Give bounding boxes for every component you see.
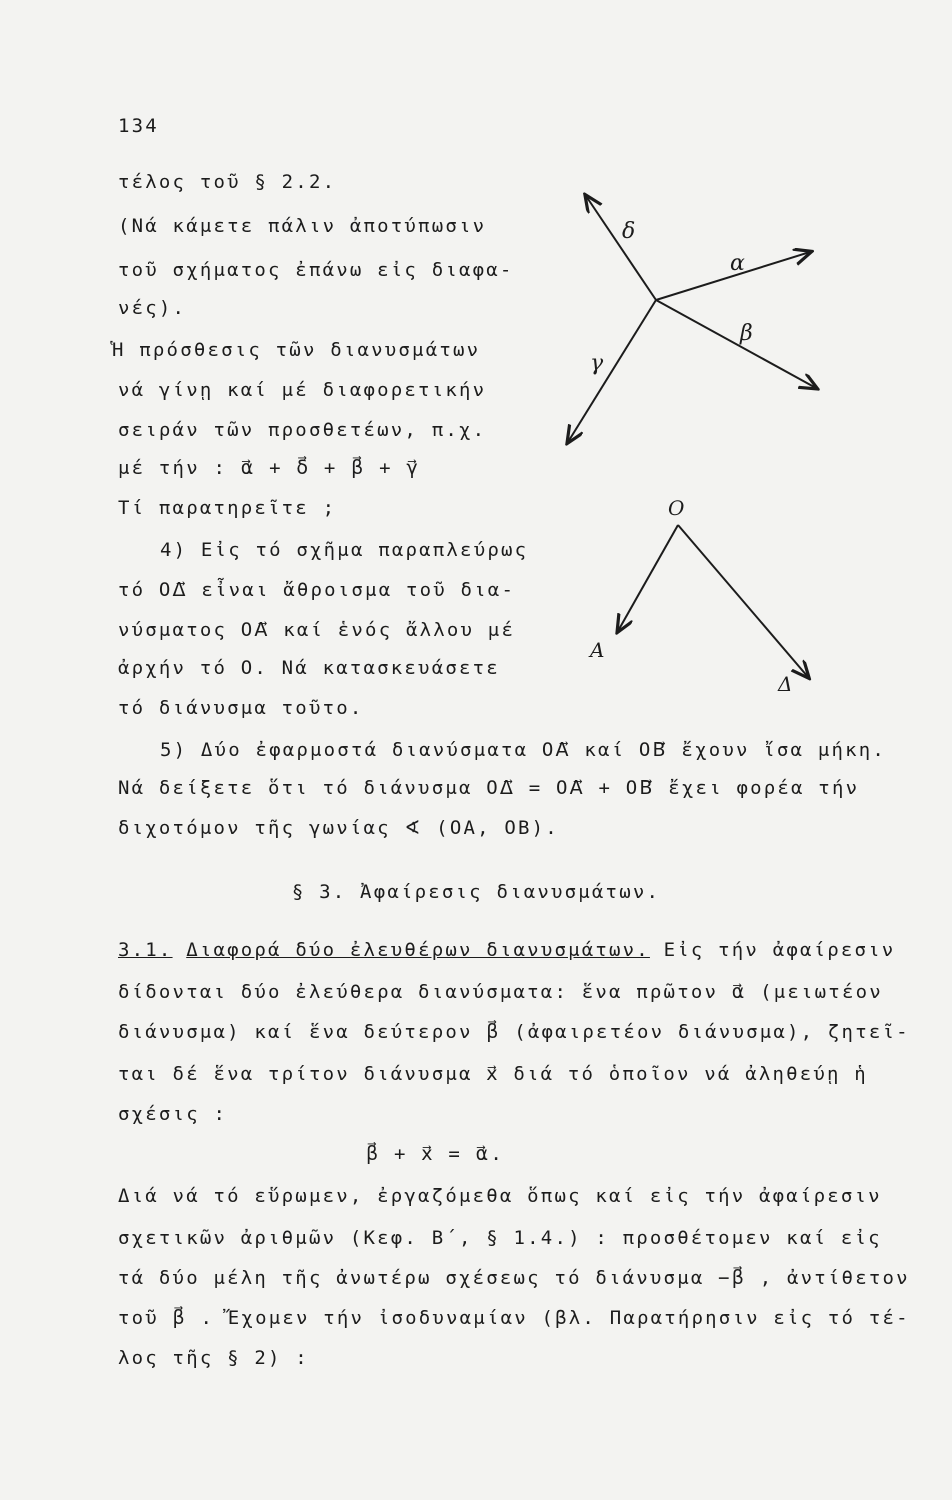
closing-line: τά δύο μέλη τῆς ἀνωτέρω σχέσεως τό διάνυσμα −β⃗ , ἀντίθετον	[118, 1267, 910, 1289]
label-O: O	[668, 496, 685, 520]
vector-OA	[618, 525, 678, 631]
closing-line: λος τῆς § 2) :	[118, 1347, 309, 1369]
subsection-number: 3.1.	[118, 939, 173, 961]
paragraph-5-line: διχοτόμον τῆς γωνίας ∢ (ΟΑ, ΟΒ).	[118, 817, 559, 839]
label-gamma: γ	[590, 351, 604, 376]
left-column-line: τοῦ σχήματος ἐπάνω εἰς διαφα-	[118, 259, 514, 281]
vector-gamma	[568, 300, 656, 442]
left-column-line: τέλος τοῦ § 2.2.	[118, 171, 337, 193]
left-column-line: μέ τήν : α⃗ + δ⃗ + β⃗ + γ⃗	[118, 457, 420, 479]
subsection-line: ται δέ ἕνα τρίτον διάνυσμα x⃗ διά τό ὁποῖον νά ἀληθεύῃ ἡ	[118, 1063, 868, 1085]
equation: β⃗ + x⃗ = α⃗.	[366, 1143, 504, 1165]
subsection-first-line	[118, 938, 895, 962]
label-A: A	[590, 638, 605, 662]
closing-line: σχετικῶν ἀριθμῶν (Κεφ. Β΄, § 1.4.) : προσθέτομεν καί εἰς	[118, 1227, 882, 1249]
paragraph-5-line: Νά δείξετε ὅτι τό διάνυσμα ΟΔ⃗ = ΟΑ⃗ + ΟΒ⃗ ἔχει φορέα τήν	[118, 777, 860, 799]
vector-ODelta	[678, 525, 808, 677]
left-column-line: Τί παρατηρεῖτε ;	[118, 497, 337, 519]
vector-figure-1	[540, 180, 840, 460]
subsection-line: διάνυσμα) καί ἕνα δεύτερον β⃗ (ἀφαιρετέον διάνυσμα), ζητεῖ-	[118, 1021, 910, 1043]
subsection-line: σχέσις :	[118, 1103, 228, 1125]
label-alpha: α	[730, 251, 745, 276]
closing-line: τοῦ β⃗ . Ἔχομεν τήν ἰσοδυναμίαν (βλ. Παρατήρησιν εἰς τό τέ-	[118, 1307, 910, 1329]
left-column-line: σειράν τῶν προσθετέων, π.χ.	[118, 419, 487, 441]
left-column-line: 4) Εἰς τό σχῆμα παραπλεύρως	[160, 539, 529, 561]
left-column-line: ἀρχήν τό Ο. Νά κατασκευάσετε	[118, 657, 500, 679]
page-number: 134	[118, 115, 159, 137]
vector-figure-2	[560, 495, 840, 705]
left-column-line: νές).	[118, 297, 187, 319]
vector-delta	[586, 196, 656, 300]
label-beta: β	[740, 321, 753, 346]
paragraph-5-line: 5) Δύο ἐφαρμοστά διανύσματα ΟΑ⃗ καί ΟΒ⃗ ἔχουν ἴσα μήκη.	[160, 739, 887, 761]
vector-beta	[656, 300, 816, 388]
label-delta: δ	[622, 219, 636, 244]
left-column-line: νύσματος ΟΑ⃗ καί ἑνός ἄλλου μέ	[118, 619, 516, 641]
subsection-line: δίδονται δύο ἐλεύθερα διανύσματα: ἕνα πρῶτον α⃗ (μειωτέον	[118, 981, 883, 1003]
left-column-line: τό διάνυσμα τοῦτο.	[118, 697, 364, 719]
closing-line: Διά νά τό εὕρωμεν, ἐργαζόμεθα ὅπως καί εἰς τήν ἀφαίρεσιν	[118, 1185, 882, 1207]
left-column-line: νά γίνῃ καί μέ διαφορετικήν	[118, 379, 487, 401]
section-heading: § 3. Ἀφαίρεσις διανυσμάτων.	[291, 881, 661, 903]
left-column-line: τό ΟΔ⃗ εἶναι ἄθροισμα τοῦ δια-	[118, 579, 516, 601]
subsection-title: Διαφορά δύο ἐλευθέρων διανυσμάτων.	[186, 939, 650, 961]
label-Delta: Δ	[778, 672, 793, 696]
subsection-first-line-rest: Εἰς τήν ἀφαίρεσιν	[663, 939, 896, 961]
left-column-line: (Νά κάμετε πάλιν ἀποτύπωσιν	[118, 215, 487, 237]
left-column-line: Ἡ πρόσθεσις τῶν διανυσμάτων	[112, 339, 481, 361]
